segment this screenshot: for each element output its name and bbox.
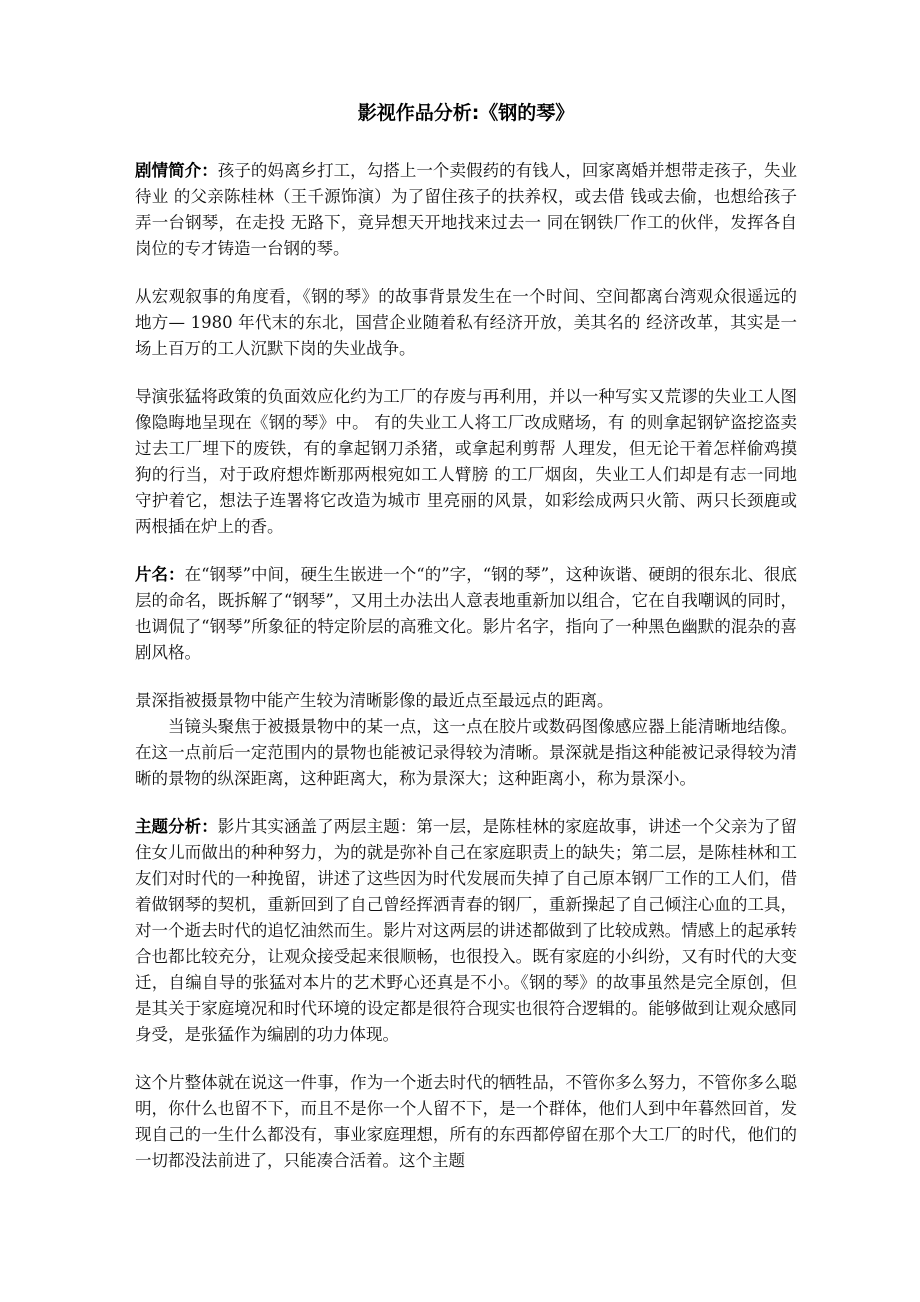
paragraph-text: 这个片整体就在说这一件事，作为一个逝去时代的牺牲品，不管你多么努力，不管你多么聪明，你什么也留不下，而且不是你一个人留不下，是一个群体，他们人到中年暮然回首，发现自己的一生什么都没有，事业家庭理想，所有的东西都停留在那个大工厂的时代，他们的一切都没法前进了，只能凑合活着。这个主题 [135,1073,797,1170]
document-page [135,98,797,1196]
paragraph-text: 影片其实涵盖了两层主题：第一层，是陈桂林的家庭故事，讲述一个父亲为了留住女儿而做出的种种努力，为的就是弥补自己在家庭职责上的缺失；第二层，是陈桂林和工友们对时代的一种挽留，讲述了这些因为时代发展而失掉了自己原本钢厂工作的工人们，借着做钢琴的契机，重新回到了自己曾经挥洒青春的钢厂，重新操起了自己倾注心血的工具，对一个逝去时代的追忆油然而生。影片对这两层的讲述都做到了比较成熟。情感上的起承转合也都比较充分，让观众接受起来很顺畅，也很投入。既有家庭的小纠纷，又有时代的大变迁，自编自导的张猛对本片的艺术野心还真是不小。《钢的琴》的故事虽然是完全原创，但是其关于家庭境况和时代环境的设定都是很符合现实也很符合逻辑的。能够做到让观众感同身受，是张猛作为编剧的功力体现。 [135,817,798,1044]
document-title: 影视作品分析:《钢的琴》 [357,102,575,124]
paragraph-lead-plot: 剧情简介： [135,161,218,180]
paragraph-film-title [135,562,797,666]
paragraph-depth-of-field-explanation [135,714,797,792]
paragraph-depth-of-field-definition [135,688,797,714]
paragraph-text: 在“钢琴”中间，硬生生嵌进一个“的”字，“钢的琴”，这种诙谐、硬朗的很东北、很底层的命名，既拆解了“钢琴”，又用土办法出人意表地重新加以组合，它在自我嘲讽的同时，也调侃了“钢琴”所象征的特定阶层的高雅文化。影片名字，指向了一种黑色幽默的混杂的喜剧风格。 [135,565,797,662]
paragraph-plot-summary [135,158,797,262]
paragraph-macro-narrative [135,284,797,362]
paragraph-text: 孩子的妈离乡打工，勾搭上一个卖假药的有钱人，回家离婚并想带走孩子，失业待业 的父亲陈桂林（王千源饰演）为了留住孩子的扶养权，或去借 钱或去偷，也想给孩子弄一台钢琴，在走投 无路下，竟异想天开地找来过去一 同在钢铁厂作工的伙伴，发挥各自岗位的专才铸造一台钢的琴。 [135,161,798,258]
paragraph-text: 从宏观叙事的角度看，《钢的琴》的故事背景发生在一个时间、空间都离台湾观众很遥远的地方— 1980 年代末的东北，国营企业随着私有经济开放，美其名的 经济改革，其实是一场上百万的工人沉默下岗的失业战争。 [135,287,797,358]
paragraph-theme-analysis [135,814,797,1048]
paragraph-director [135,384,797,540]
paragraph-text: 导演张猛将政策的负面效应化约为工厂的存废与再利用，并以一种写实又荒谬的失业工人图像隐晦地呈现在《钢的琴》中。 有的失业工人将工厂改成赌场，有 的则拿起钢铲盗挖盗卖过去工厂埋下的废铁，有的拿起钢刀杀猪，或拿起利剪帮 人理发，但无论干着怎样偷鸡摸狗的行当，对于政府想炸断那两根宛如工人臂膀 的工厂烟囱，失业工人们却是有志一同地守护着它，想法子连署将它改造为城市 里亮丽的风景，如彩绘成两只火箭、两只长颈鹿或两根插在炉上的香。 [135,387,797,536]
paragraph-lead-title: 片名： [135,565,185,584]
paragraph-lead-theme: 主题分析： [135,817,218,836]
paragraph-text: 当镜头聚焦于被摄景物中的某一点，这一点在胶片或数码图像感应器上能清晰地结像。在这一点前后一定范围内的景物也能被记录得较为清晰。景深就是指这种能被记录得较为清晰的景物的纵深距离，这种距离大，称为景深大；这种距离小，称为景深小。 [135,717,797,788]
paragraph-conclusion [135,1070,797,1174]
paragraph-text: 景深指被摄景物中能产生较为清晰影像的最近点至最远点的距离。 [135,691,614,710]
